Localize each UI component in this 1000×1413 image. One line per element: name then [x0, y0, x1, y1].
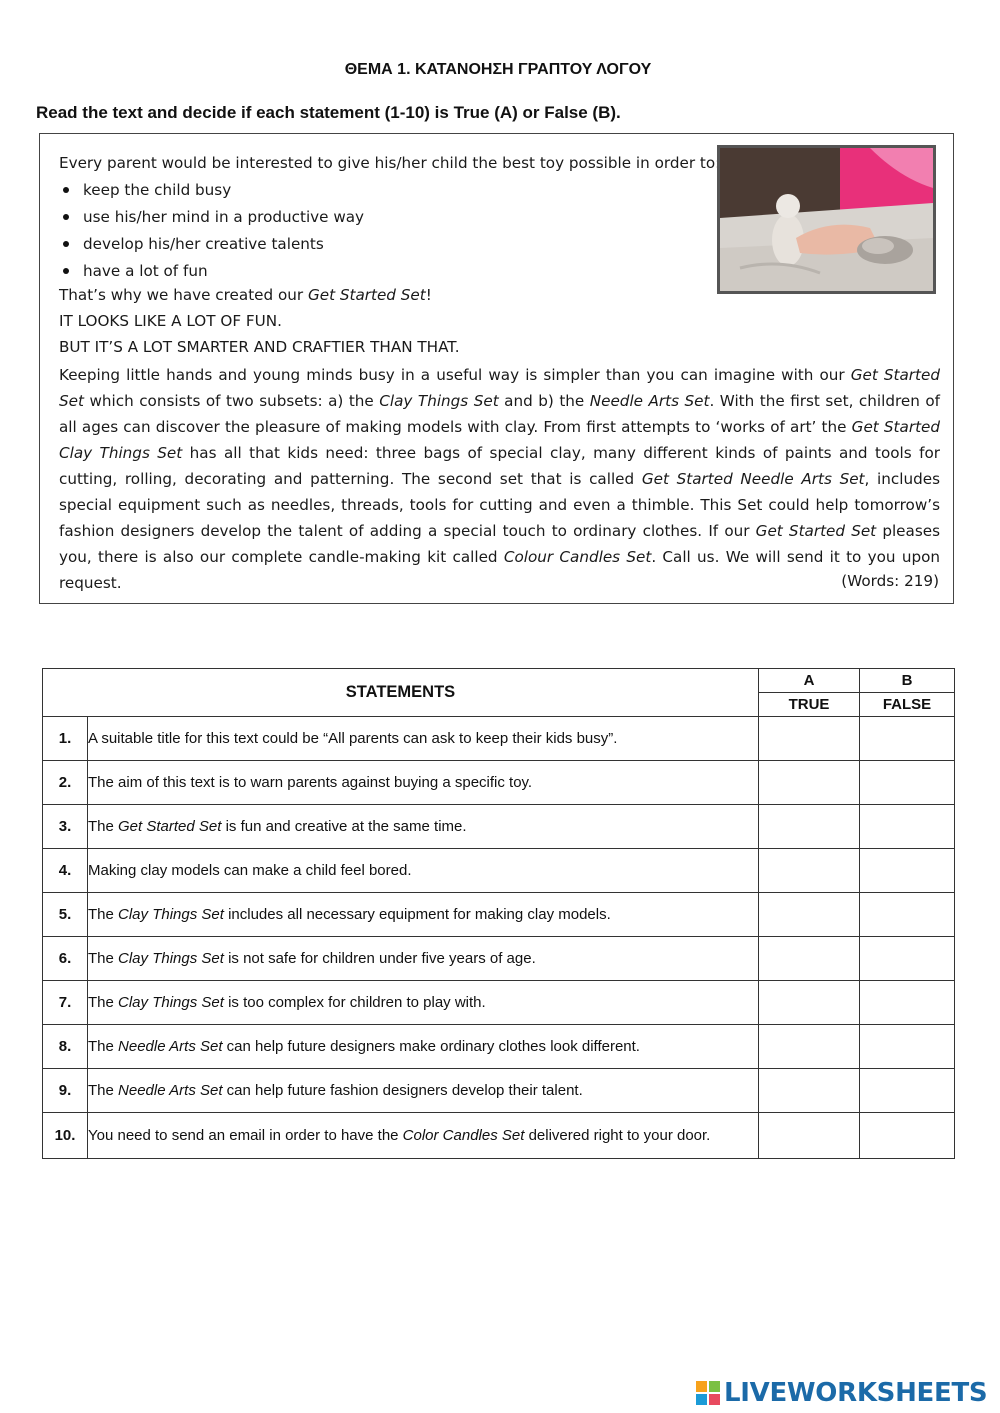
- answer-false-cell[interactable]: [860, 761, 955, 805]
- answer-true-cell[interactable]: [759, 893, 860, 937]
- statement-text: The Clay Things Set is not safe for children under five years of age.: [88, 937, 759, 981]
- statement-text: The Get Started Set is fun and creative at the same time.: [88, 805, 759, 849]
- statement-number: 8.: [43, 1025, 88, 1069]
- answer-true-cell[interactable]: [759, 1069, 860, 1113]
- bullet-list: [59, 180, 364, 288]
- answer-false-cell[interactable]: [860, 1113, 955, 1159]
- statement-number: 7.: [43, 981, 88, 1025]
- smarter-line: BUT IT’S A LOT SMARTER AND CRAFTIER THAN THAT.: [59, 338, 460, 356]
- reading-text-box: [39, 133, 954, 604]
- statement-text: The Needle Arts Set can help future fashion designers develop their talent.: [88, 1069, 759, 1113]
- bullet-item: have a lot of fun: [59, 261, 364, 288]
- thats-why-line: That’s why we have created our Get Started Set!: [59, 286, 432, 304]
- statements-header: STATEMENTS: [43, 669, 759, 717]
- statement-text: You need to send an email in order to have the Color Candles Set delivered right to your door.: [88, 1113, 759, 1159]
- page-title: ΘΕΜΑ 1. ΚΑΤΑΝΟΗΣΗ ΓΡΑΠΤΟΥ ΛΟΓΟΥ: [344, 61, 652, 78]
- bullet-item: keep the child busy: [59, 180, 364, 207]
- col-false-header: FALSE: [860, 693, 955, 717]
- clay-photo-image: [720, 148, 933, 291]
- answer-false-cell[interactable]: [860, 805, 955, 849]
- statements-table: [42, 668, 955, 1159]
- statement-number: 6.: [43, 937, 88, 981]
- answer-true-cell[interactable]: [759, 717, 860, 761]
- col-a-header: A: [759, 669, 860, 693]
- statement-number: 4.: [43, 849, 88, 893]
- logo-blocks-icon: [696, 1381, 720, 1405]
- answer-false-cell[interactable]: [860, 717, 955, 761]
- answer-true-cell[interactable]: [759, 1113, 860, 1159]
- answer-false-cell[interactable]: [860, 1025, 955, 1069]
- answer-true-cell[interactable]: [759, 761, 860, 805]
- fun-line: IT LOOKS LIKE A LOT OF FUN.: [59, 312, 282, 330]
- statement-number: 2.: [43, 761, 88, 805]
- answer-true-cell[interactable]: [759, 981, 860, 1025]
- answer-true-cell[interactable]: [759, 849, 860, 893]
- statement-text: The Needle Arts Set can help future designers make ordinary clothes look different.: [88, 1025, 759, 1069]
- answer-true-cell[interactable]: [759, 937, 860, 981]
- liveworksheets-logo: [696, 1377, 987, 1409]
- word-count: (Words: 219): [841, 572, 939, 590]
- answer-true-cell[interactable]: [759, 805, 860, 849]
- statement-text: A suitable title for this text could be “All parents can ask to keep their kids busy”.: [88, 717, 759, 761]
- answer-false-cell[interactable]: [860, 849, 955, 893]
- statement-number: 3.: [43, 805, 88, 849]
- statement-number: 9.: [43, 1069, 88, 1113]
- answer-false-cell[interactable]: [860, 937, 955, 981]
- answer-true-cell[interactable]: [759, 1025, 860, 1069]
- answer-false-cell[interactable]: [860, 981, 955, 1025]
- intro-line: Every parent would be interested to give his/her child the best toy possible in order to:: [59, 154, 721, 172]
- answer-false-cell[interactable]: [860, 1069, 955, 1113]
- statement-text: The Clay Things Set is too complex for children to play with.: [88, 981, 759, 1025]
- statement-text: The Clay Things Set includes all necessary equipment for making clay models.: [88, 893, 759, 937]
- answer-false-cell[interactable]: [860, 893, 955, 937]
- bullet-item: develop his/her creative talents: [59, 234, 364, 261]
- col-true-header: TRUE: [759, 693, 860, 717]
- statement-text: The aim of this text is to warn parents against buying a specific toy.: [88, 761, 759, 805]
- statement-number: 10.: [43, 1113, 88, 1159]
- statement-text: Making clay models can make a child feel bored.: [88, 849, 759, 893]
- logo-wordmark: LIVEWORKSHEETS: [724, 1378, 988, 1408]
- col-b-header: B: [860, 669, 955, 693]
- instruction-text: Read the text and decide if each statement (1-10) is True (A) or False (B).: [36, 103, 621, 122]
- body-paragraph: Keeping little hands and young minds busy in a useful way is simpler than you can imagine with our Get Started Set which consists of two subsets: a) the Clay Things Set and b) the Needle Arts Set. With the first set, children of all ages can discover the pleasure of making models with clay. From first attempts to ‘works of art’ the Get Started Clay Things Set has all that kids need: three bags of special clay, many different kinds of paints and tools for cutting, rolling, decorating and patterning. The second set that is called Get Started Needle Arts Set, includes special equipment such as needles, threads, tools for cutting and even a thimble. This Set could help tomorrow’s fashion designers develop the talent of adding a special touch to ordinary clothes. If our Get Started Set pleases you, there is also our complete candle-making kit called Colour Candles Set. Call us. We will send it to you upon request.: [59, 366, 941, 592]
- statement-number: 1.: [43, 717, 88, 761]
- statement-number: 5.: [43, 893, 88, 937]
- bullet-item: use his/her mind in a productive way: [59, 207, 364, 234]
- clay-photo: [717, 145, 936, 294]
